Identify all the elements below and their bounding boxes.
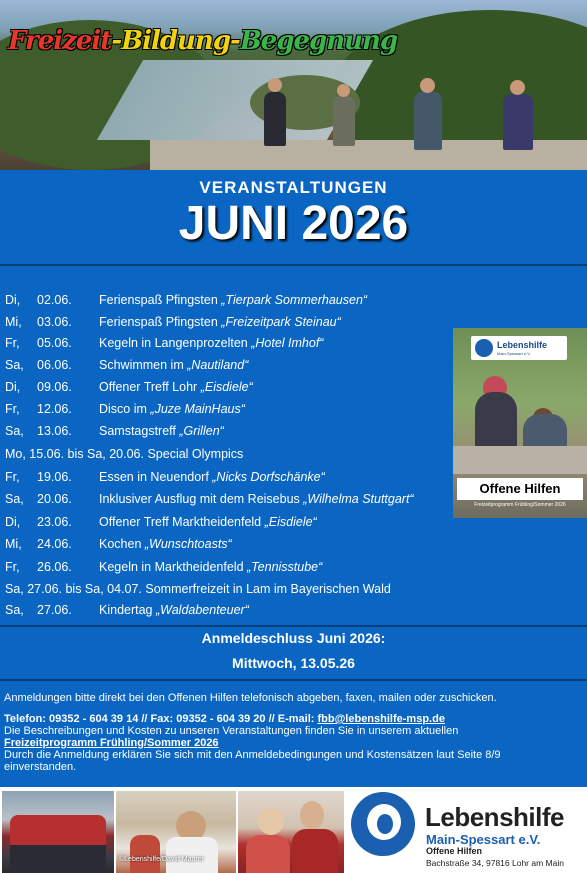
event-day: Fr, xyxy=(5,560,20,574)
event-row xyxy=(5,536,232,552)
event-day: Mi, xyxy=(5,537,22,551)
event-text: Mo, 15.06. bis Sa, 20.06. Special Olympics xyxy=(5,447,244,461)
event-text: Sa, 27.06. bis Sa, 04.07. Sommerfreizeit in Lam im Bayerischen Wald xyxy=(5,582,391,596)
divider xyxy=(0,625,587,627)
event-day: Mi, xyxy=(5,315,22,329)
org-name: Lebenshilfe xyxy=(425,802,564,832)
terms-note-end: einverstanden. xyxy=(4,761,77,773)
org-region: Main-Spessart e.V. xyxy=(426,832,541,847)
divider xyxy=(0,264,587,266)
event-highlight: „Grillen“ xyxy=(179,424,224,438)
event-highlight: „Tierpark Sommerhausen“ xyxy=(221,293,368,307)
org-address: Bachstraße 34, 97816 Lohr am Main xyxy=(426,858,564,868)
event-day: Sa, xyxy=(5,358,24,372)
event-date: 27.06. xyxy=(37,603,72,617)
event-text: Schwimmen im xyxy=(99,358,188,372)
event-row xyxy=(5,357,248,373)
lebenshilfe-logo-icon xyxy=(475,339,493,357)
header-photo xyxy=(0,0,587,170)
slogan-dash: - xyxy=(230,26,240,56)
lebenshilfe-emblem-icon xyxy=(351,792,415,856)
event-row xyxy=(5,446,243,462)
event-row xyxy=(5,559,322,575)
event-text: Kindertag xyxy=(99,603,156,617)
org-unit: Offene Hilfen xyxy=(426,846,483,856)
event-text: Ferienspaß Pfingsten xyxy=(99,293,222,307)
event-day: Di, xyxy=(5,380,21,394)
program-link[interactable]: Freizeitprogramm Frühling/Sommer 2026 xyxy=(4,737,219,749)
event-day: Di, xyxy=(5,515,21,529)
event-day: Sa, xyxy=(5,424,24,438)
event-row xyxy=(5,401,245,417)
event-row xyxy=(5,581,391,597)
photo-credit: ©Lebenshilfe/David Maurer xyxy=(119,856,204,863)
description-note: Die Beschreibungen und Kosten zu unseren Veranstaltungen finden Sie in unserem aktuellen xyxy=(4,725,459,737)
event-highlight: „Freizeitpark Steinau“ xyxy=(221,315,341,329)
event-highlight: „Eisdiele“ xyxy=(264,515,317,529)
brochure-logo-text: Lebenshilfe xyxy=(497,340,548,350)
event-text: Kegeln in Marktheidenfeld xyxy=(99,560,248,574)
event-text: Disco im xyxy=(99,402,151,416)
slogan-dash: - xyxy=(111,26,122,56)
event-row xyxy=(5,602,249,618)
footer-photo-couple xyxy=(238,791,344,873)
slogan-begegnung: Begegnung xyxy=(239,26,398,56)
event-highlight: „Wunschtoasts“ xyxy=(144,537,232,551)
event-day: Fr, xyxy=(5,470,20,484)
lebenshilfe-logo xyxy=(345,788,587,873)
event-date: 26.06. xyxy=(37,560,72,574)
event-text: Kegeln in Langenprozelten xyxy=(99,336,252,350)
divider xyxy=(0,679,587,681)
deadline-date: Mittwoch, 13.05.26 xyxy=(232,655,355,671)
event-day: Fr, xyxy=(5,336,20,350)
event-date: 06.06. xyxy=(37,358,72,372)
program-brochure-image xyxy=(453,328,587,518)
event-highlight: „Wilhelma Stuttgart“ xyxy=(303,492,414,506)
email-link[interactable]: fbb@lebenshilfe-msp.de xyxy=(317,713,445,725)
contact-numbers: Telefon: 09352 - 604 39 14 // Fax: 09352 - 604 39 20 // E-mail: xyxy=(4,713,318,725)
event-date: 20.06. xyxy=(37,492,72,506)
event-text: Kochen xyxy=(99,537,145,551)
slogan-freizeit: Freizeit xyxy=(8,26,112,56)
event-date: 03.06. xyxy=(37,315,72,329)
event-date: 09.06. xyxy=(37,380,72,394)
event-row xyxy=(5,491,414,507)
event-row xyxy=(5,335,323,351)
event-text: Inklusiver Ausflug mit dem Reisebus xyxy=(99,492,304,506)
contact-line xyxy=(4,713,445,725)
event-highlight: „Nautiland“ xyxy=(187,358,249,372)
event-date: 12.06. xyxy=(37,402,72,416)
event-date: 13.06. xyxy=(37,424,72,438)
event-row xyxy=(5,423,224,439)
brochure-label: Offene Hilfen xyxy=(457,478,583,500)
slogan-bildung: Bildung xyxy=(121,26,231,56)
event-highlight: „Eisdiele“ xyxy=(200,380,253,394)
event-row xyxy=(5,292,367,308)
section-subtitle: VERANSTALTUNGEN xyxy=(199,178,388,197)
event-text: Samstagstreff xyxy=(99,424,180,438)
event-highlight: „Nicks Dorfschänke“ xyxy=(212,470,325,484)
event-row xyxy=(5,314,341,330)
event-highlight: „Waldabenteuer“ xyxy=(155,603,249,617)
program-link-line xyxy=(4,737,219,749)
event-date: 02.06. xyxy=(37,293,72,307)
event-date: 24.06. xyxy=(37,537,72,551)
event-day: Fr, xyxy=(5,402,20,416)
event-row xyxy=(5,469,325,485)
registration-note: Anmeldungen bitte direkt bei den Offenen Hilfen telefonisch abgeben, faxen, mailen oder zuschicken. xyxy=(4,692,497,704)
event-date: 19.06. xyxy=(37,470,72,484)
event-date: 23.06. xyxy=(37,515,72,529)
event-day: Sa, xyxy=(5,492,24,506)
event-text: Offener Treff Lohr xyxy=(99,380,201,394)
event-day: Sa, xyxy=(5,603,24,617)
event-highlight: „Juze MainHaus“ xyxy=(150,402,245,416)
month-title: JUNI 2026 xyxy=(178,197,409,250)
brochure-logo-sub: Main-Spessart e.V. xyxy=(497,351,531,356)
event-row xyxy=(5,379,253,395)
brochure-subtitle: Freizeitprogramm Frühling/Sommer 2026 xyxy=(474,502,566,508)
event-day: Di, xyxy=(5,293,21,307)
event-row xyxy=(5,514,317,530)
deadline-heading: Anmeldeschluss Juni 2026: xyxy=(201,630,386,646)
event-text: Essen in Neuendorf xyxy=(99,470,213,484)
terms-note: Durch die Anmeldung erklären Sie sich mit den Anmeldebedingungen und Kostensätzen laut Seite 8/9 xyxy=(4,749,501,761)
event-text: Offener Treff Marktheidenfeld xyxy=(99,515,265,529)
footer-photo-group xyxy=(2,791,114,873)
event-highlight: „Tennisstube“ xyxy=(247,560,323,574)
event-highlight: „Hotel Imhof“ xyxy=(251,336,324,350)
event-date: 05.06. xyxy=(37,336,72,350)
event-text: Ferienspaß Pfingsten xyxy=(99,315,222,329)
header-slogan xyxy=(8,26,397,56)
